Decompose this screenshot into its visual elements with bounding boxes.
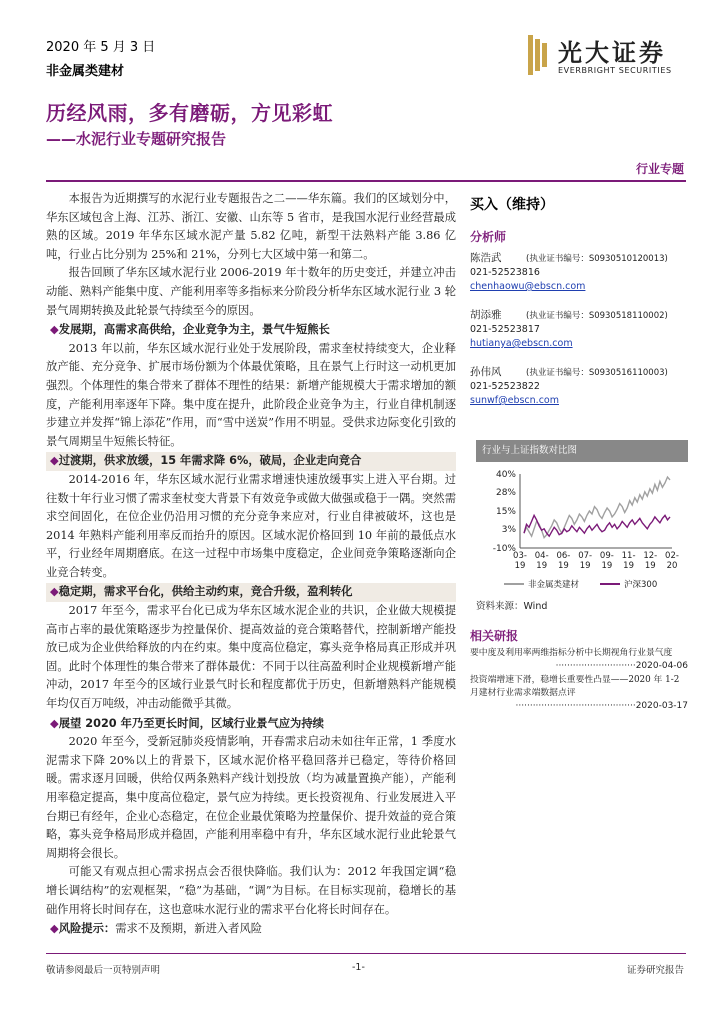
x-tick-label: 03- xyxy=(513,551,527,561)
analyst-cert: (执业证书编号：S0930516110003) xyxy=(526,368,668,378)
main-body xyxy=(46,190,456,939)
x-tick-label: 19 xyxy=(644,561,656,571)
section-heading-2 xyxy=(46,452,456,471)
diamond-bullet-icon: ◆ xyxy=(50,585,59,599)
chart-plot xyxy=(476,466,688,602)
x-tick-label: 19 xyxy=(514,561,526,571)
section-heading-3-text: 稳定期，需求平台化，供给主动约束，竞合升级，盈利转化 xyxy=(58,585,353,599)
page-number: -1- xyxy=(352,962,365,973)
x-tick-label: 07- xyxy=(578,551,593,561)
y-tick-label: 3% xyxy=(501,524,516,535)
intro-paragraph: 本报告为近期撰写的水泥行业专题报告之二——华东篇。我们的区域划分中，华东区域包含上海、江苏、浙江、安徽、山东等 5 省市，是我国水泥行业经营最成熟的区域。2019 年华东区域水泥产量 5.82 亿吨，新型干法熟料产能 3.86 亿吨，行业占比分别为 25%和 21%，分列七大区域中第一和第二。 xyxy=(46,192,456,261)
diamond-bullet-icon: ◆ xyxy=(50,454,59,468)
analyst-name: 孙伟风 xyxy=(470,366,502,378)
x-tick-label: 19 xyxy=(558,561,569,571)
analyst-name: 陈浩武 xyxy=(470,252,502,264)
section-heading-1-text: 发展期，高需求高供给，企业竞争为主，景气牛短熊长 xyxy=(58,323,330,337)
analyst-section-title: 分析师 xyxy=(470,230,507,244)
chart-source: 资料来源：Wind xyxy=(476,601,548,612)
x-tick-label: 19 xyxy=(601,561,613,571)
related-date-value: 2020-04-06 xyxy=(635,660,688,671)
related-title: 相关研报 xyxy=(470,629,519,643)
series-line-1 xyxy=(524,515,670,536)
company-logo xyxy=(526,33,686,81)
sidebar xyxy=(470,190,688,408)
x-tick-label: 02- xyxy=(665,551,679,561)
related-item-date: ····························2020-04-06 xyxy=(555,660,688,671)
page-subtitle: ——水泥行业专题研究报告 xyxy=(46,130,227,148)
x-tick-label: 19 xyxy=(536,561,548,571)
page-title: 历经风雨，多有磨砺，方见彩虹 xyxy=(46,101,333,125)
analyst-card xyxy=(470,308,688,351)
analyst-email-link[interactable]: sunwf@ebscn.com xyxy=(470,395,559,406)
y-tick-label: 28% xyxy=(495,487,516,498)
report-date: 2020 年 5 月 3 日 xyxy=(46,40,156,55)
risk-text: 需求不及预期，新进入者风险 xyxy=(115,922,263,936)
diamond-bullet-icon: ◆ xyxy=(50,922,59,936)
x-tick-label: 04- xyxy=(534,551,549,561)
x-tick-label: 09- xyxy=(599,551,614,561)
comparison-chart xyxy=(476,440,688,622)
legend-label: 非金属类建材 xyxy=(528,580,580,590)
analyst-cert: (执业证书编号：S0930510120013) xyxy=(526,254,668,264)
x-tick-label: 19 xyxy=(579,561,591,571)
x-tick-label: 06- xyxy=(556,551,571,561)
risk-note xyxy=(46,920,456,939)
section-heading-1 xyxy=(46,321,456,340)
related-item-link[interactable]: 投资端增速下滑，稳增长重要性凸显——2020 年 1-2 月建材行业需求端数据点评 xyxy=(470,674,680,698)
legend-label: 沪深300 xyxy=(624,580,658,590)
section-heading-4 xyxy=(46,715,456,734)
header-divider xyxy=(46,180,686,182)
section-heading-2-text: 过渡期，供求放缓，15 年需求降 6%，破局，企业走向竞合 xyxy=(58,454,362,468)
analyst-card xyxy=(470,251,688,294)
y-tick-label: 15% xyxy=(495,507,516,517)
report-type: 行业专题 xyxy=(635,162,684,176)
x-tick-label: 12- xyxy=(643,551,658,561)
section-4-paragraph: 2020 年至今，受新冠肺炎疫情影响，开春需求启动未如往年正常，1 季度水泥需求下降 20%以上的背景下，区域水泥价格平稳回落并已稳定，等待价格回暖。需求逐月回暖，供给仅两条熟料产线计划投放（均为减量置换产能），产能利用率稳定提高，集中度高位稳定，景气应为持续。更长投资视角、行业发展进入平台期已有经年，企业心态稳定，在位企业最优策略为控量保价、提升效益的竞合策略，寡头竞争格局形成并稳固，产能利用率稳中有升，华东区域水泥行业此轮景气周期将会很长。 xyxy=(46,735,456,860)
y-tick-label: -10% xyxy=(492,544,516,554)
logo-mark-icon xyxy=(526,33,552,77)
risk-label: 风险提示： xyxy=(58,922,116,936)
analyst-card xyxy=(470,365,688,408)
section-heading-4-text: 展望 2020 年乃至更长时间，区域行业景气应为持续 xyxy=(58,716,324,730)
related-research xyxy=(470,627,688,711)
x-tick-label: 19 xyxy=(623,561,634,571)
analyst-email-link[interactable]: chenhaowu@ebscn.com xyxy=(470,281,586,292)
analyst-email-link[interactable]: hutianya@ebscn.com xyxy=(470,338,573,349)
logo-en-text: EVERBRIGHT SECURITIES xyxy=(558,66,672,75)
section-heading-3 xyxy=(46,583,456,602)
footer-report-label: 证券研究报告 xyxy=(626,965,684,976)
logo-cn-text: 光大证券 xyxy=(558,39,666,67)
section-2-paragraph: 2014-2016 年，华东区域水泥行业需求增速快速放缓事实上进入平台期。过往数十年行业习惯了需求奎杖变大背景下有效竞争或做大做强或稳于一隅。突然需求空间固化，在位企业仍沿用习惯的充分竞争来应对，行业自律被破坏，这也是 2014 年熟料产能利用率反而抬升的原因。区域水泥价格回到 10 年前的最低点水平，行业经年周期磨底。在这一过程中市场集中度稳定，企业间竞争策略逐渐向企业竞合转变。 xyxy=(46,472,456,579)
x-tick-label: 20 xyxy=(666,561,678,571)
analyst-cert: (执业证书编号：S0930518110002) xyxy=(526,311,668,321)
analyst-phone: 021-52523822 xyxy=(470,381,540,392)
diamond-bullet-icon: ◆ xyxy=(50,323,59,337)
sector-label: 非金属类建材 xyxy=(46,64,125,79)
section-1-paragraph: 2013 年以前，华东区域水泥行业处于发展阶段，需求奎杖持续变大，企业释放产能、充分竞争、扩展市场份额为个体最优策略，且在景气上行时这一动机更加强烈。个体理性的集合带来了群体不理性的结果：新增产能规模大于需求增加的额度，产能利用率逐年下降。集中度在提升，此阶段企业竞争为主，行业自律机制逐步建立并发挥“锦上添花”作用，而“雪中送炭”作用不明显。受供求边际变化引致的景气周期呈牛短熊长特征。 xyxy=(46,341,456,448)
closing-paragraph: 可能又有观点担心需求拐点会否很快降临。我们认为：2012 年我国定调“稳增长调结构”的宏观框架，“稳”为基础，“调”为目标。在目标实现前，稳增长的基础作用将长时间存在，这也意味水泥行业的需求平台化将长时间存在。 xyxy=(46,865,456,916)
related-date-value: 2020-03-17 xyxy=(635,700,688,711)
analyst-phone: 021-52523817 xyxy=(470,324,540,335)
rating: 买入（维持） xyxy=(470,197,554,213)
x-tick-label: 11- xyxy=(621,551,636,561)
diamond-bullet-icon: ◆ xyxy=(50,716,59,730)
analyst-phone: 021-52523816 xyxy=(470,267,540,278)
footer-divider xyxy=(46,953,686,954)
analyst-name: 胡添雅 xyxy=(470,309,502,321)
footer-disclaimer: 敬请参阅最后一页特别声明 xyxy=(46,965,161,976)
related-item-date: ··········································2020-03-17 xyxy=(515,700,688,711)
section-3-paragraph: 2017 年至今，需求平台化已成为华东区域水泥企业的共识，企业做大规模提高市占率的最优策略逐步为控量保价、提高效益的竞合策略替代，控制新增产能投放已成为企业供给释放的内在约束。集中度高位稳定，寡头竞争格局真正形成并巩固。此时个体理性的集合带来了群体最优：不同于以往高盈利时企业规模新增产能冲动，2017 年至今的区域行业景气时长和程度都优于历史，但新增熟料产能规模年均仅百万吨级，冲击动能微乎其微。 xyxy=(46,604,456,711)
related-item-link[interactable]: 要中度及利用率两维指标分析中长期视角行业景气度 xyxy=(470,648,673,658)
summary-paragraph: 报告回顾了华东区域水泥行业 2006-2019 年十数年的历史变迁，并建立冲击动能、熟料产能集中度、产能利用率等多指标来分阶段分析华东区域水泥行业 3 轮景气周期转换及此轮景气持续至今的原因。 xyxy=(46,266,456,317)
chart-title: 行业与上证指数对比图 xyxy=(476,440,688,462)
y-tick-label: 40% xyxy=(495,470,516,480)
